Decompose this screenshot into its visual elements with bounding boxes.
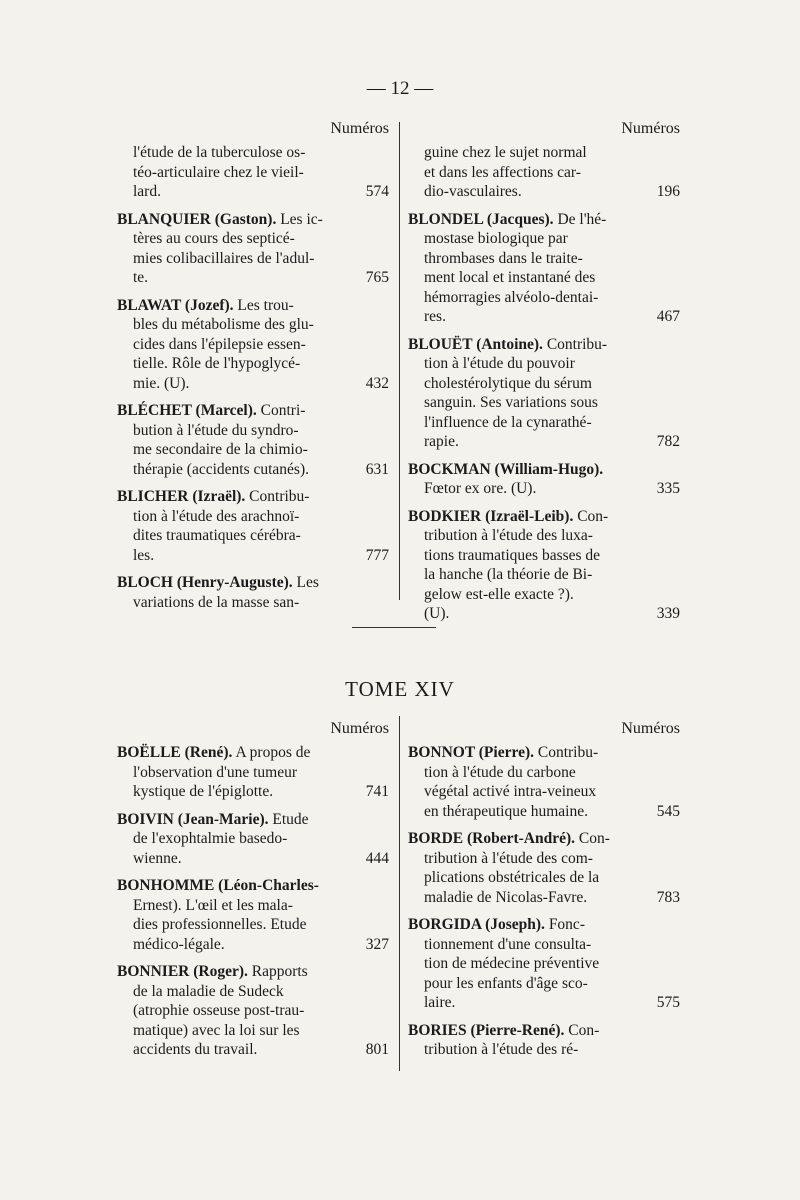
entry-text-line: thrombases dans le traite- [424, 249, 583, 267]
entry-text-line: dies professionnelles. Etude [133, 916, 307, 933]
entry-text-line: Con- [578, 830, 610, 847]
author-name: BONHOMME (Léon-Charles- [117, 877, 319, 894]
top-column-divider [399, 122, 400, 600]
entry-text-line: en thérapeutique humaine. [424, 802, 588, 820]
entry-text-line: res. [424, 308, 446, 325]
entry-text-line: Ernest). L'œil et les mala- [133, 896, 293, 914]
thesis-number: 327 [365, 935, 389, 953]
thesis-number: 777 [365, 546, 389, 564]
entry-text-line: tielle. Rôle de l'hypoglycé- [133, 355, 301, 372]
thesis-number: 765 [365, 269, 389, 286]
tome-heading: TOME XIV [345, 677, 455, 701]
entry-text-line: De l'hé- [557, 210, 607, 228]
thesis-number: 783 [656, 888, 680, 906]
entry-text-line: bution à l'étude du syndro- [133, 421, 299, 439]
entry-text-line: téo-articulaire chez le vieil- [133, 163, 304, 181]
thesis-number: 545 [656, 802, 680, 820]
thesis-number: 574 [365, 183, 389, 200]
entry-text-line: tribution à l'étude des luxa- [424, 527, 593, 544]
entry-text-line: mie. (U). [133, 374, 190, 392]
entry-text-line: l'observation d'une tumeur [133, 763, 297, 781]
entry-text-line: tères au cours des septicé- [133, 230, 295, 247]
entry-text-line: la hanche (la théorie de Bi- [424, 566, 593, 583]
author-name: BLANQUIER (Gaston). [117, 210, 277, 228]
author-name: BLAWAT (Jozef). [117, 296, 234, 314]
bibliography-entry [408, 915, 680, 1013]
entry-text-line: Con- [568, 1021, 600, 1039]
bibliography-entry [408, 743, 680, 821]
entry-text-line: te. [133, 269, 149, 286]
author-name: BOËLLE (René). [117, 744, 233, 761]
entry-text-line: matique) avec la loi sur les [133, 1021, 300, 1039]
bibliography-entry [117, 962, 389, 1060]
bibliography-entry [408, 210, 680, 327]
entry-text-line: variations de la masse san- [133, 593, 300, 611]
top-left-column [117, 120, 389, 620]
thesis-number: 335 [656, 480, 680, 497]
author-name: BLOUËT (Antoine). [408, 335, 543, 353]
entry-text-line: Contribu- [249, 488, 310, 505]
entry-text-line: thérapie (accidents cutanés). [133, 460, 310, 478]
entry-text-line: de l'exophtalmie basedo- [133, 830, 288, 847]
thesis-number: 801 [365, 1041, 389, 1058]
thesis-number: 467 [656, 308, 680, 325]
thesis-number: 444 [365, 849, 389, 867]
entry-text-line: cholestérolytique du sérum [424, 374, 592, 392]
bottom-column-divider [399, 716, 400, 1071]
author-name: BONNOT (Pierre). [408, 744, 534, 761]
bibliography-entry [117, 573, 389, 612]
author-name: BLOCH (Henry-Auguste). [117, 574, 293, 591]
thesis-number: 432 [365, 374, 389, 392]
thesis-number: 196 [656, 183, 680, 200]
entry-text-line: de la maladie de Sudeck [133, 982, 284, 1000]
entry-text-line: tribution à l'étude des ré- [424, 1041, 579, 1058]
entry-text-line: pour les enfants d'âge sco- [424, 974, 588, 992]
bibliography-entry [117, 401, 389, 479]
entry-continuation [117, 143, 389, 202]
author-name: BOCKMAN (William-Hugo). [408, 460, 604, 478]
author-name: BLICHER (Izraël). [117, 488, 246, 505]
entry-text-line: et dans les affections car- [424, 163, 581, 181]
author-name: BORDE (Robert-André). [408, 830, 576, 847]
entry-text-line: accidents du travail. [133, 1041, 258, 1058]
entry-continuation [408, 143, 680, 202]
bibliography-entry [408, 460, 680, 499]
entry-text-line: guine chez le sujet normal [424, 144, 587, 161]
author-name: BLONDEL (Jacques). [408, 210, 554, 228]
entry-text-line: cides dans l'épilepsie essen- [133, 335, 306, 353]
bibliography-entry [408, 335, 680, 452]
entry-text-line: Contri- [260, 402, 306, 419]
top-right-column [408, 120, 680, 632]
bibliography-entry [117, 876, 389, 954]
author-name: BODKIER (Izraël-Leib). [408, 507, 574, 525]
entry-text-line: wienne. [133, 849, 182, 867]
entry-text-line: A propos de [235, 744, 311, 761]
entry-text-line: plications obstétricales de la [424, 869, 600, 886]
bibliography-entry [117, 296, 389, 394]
entry-text-line: tribution à l'étude des com- [424, 849, 593, 867]
entry-text-line: Les ic- [280, 210, 323, 228]
entry-text-line: mostase biologique par [424, 230, 568, 247]
entry-text-line: maladie de Nicolas-Favre. [424, 888, 588, 906]
bottom-right-column [408, 720, 680, 1068]
entry-text-line: tion de médecine préventive [424, 955, 600, 972]
entry-text-line: Fonc- [548, 916, 585, 933]
entry-text-line: tionnement d'une consulta- [424, 935, 592, 953]
bibliography-entry [117, 487, 389, 565]
entry-text-line: tion à l'étude des arachnoï- [133, 507, 300, 525]
entry-text-line: Con- [577, 507, 609, 525]
entry-text-line: Les [296, 574, 319, 591]
column-header-numeros: Numéros [330, 120, 389, 137]
entry-text-line: l'étude de la tuberculose os- [133, 144, 306, 161]
author-name: BOIVIN (Jean-Marie). [117, 810, 269, 828]
entry-text-line: tion à l'étude du pouvoir [424, 355, 575, 372]
entry-text-line: dio-vasculaires. [424, 183, 522, 200]
entry-text-line: laire. [424, 994, 456, 1011]
bibliography-entry [117, 210, 389, 288]
entry-text-line: (U). [424, 605, 450, 622]
column-header-numeros: Numéros [330, 720, 389, 737]
bibliography-entry [408, 829, 680, 907]
bibliography-entry [117, 743, 389, 802]
entry-text-line: l'influence de la cynarathé- [424, 413, 592, 431]
entry-text-line: Contribu- [546, 335, 608, 353]
entry-text-line: bles du métabolisme des glu- [133, 316, 314, 333]
column-header-numeros: Numéros [621, 720, 680, 737]
entry-text-line: lard. [133, 183, 161, 200]
entry-text-line: rapie. [424, 433, 459, 450]
bottom-left-column [117, 720, 389, 1068]
column-header-numeros: Numéros [621, 120, 680, 137]
bibliography-entry [408, 1021, 680, 1060]
thesis-number: 631 [365, 460, 389, 478]
entry-text-line: végétal activé intra-veineux [424, 783, 597, 800]
bibliography-entry [408, 507, 680, 624]
entry-text-line: Rapports [251, 963, 308, 980]
entry-text-line: gelow est-elle exacte ?). [424, 585, 574, 603]
author-name: BORIES (Pierre-René). [408, 1021, 565, 1039]
entry-text-line: Etude [272, 810, 309, 828]
entry-text-line: hémorragies alvéolo-dentai- [424, 288, 599, 306]
bibliography-entry [117, 810, 389, 869]
entry-text-line: dites traumatiques cérébra- [133, 527, 301, 544]
entry-text-line: Fœtor ex ore. (U). [424, 480, 537, 497]
author-name: BONNIER (Roger). [117, 963, 248, 980]
entry-text-line: tions traumatiques basses de [424, 546, 601, 564]
entry-text-line: (atrophie osseuse post-trau- [133, 1002, 305, 1019]
thesis-number: 782 [656, 433, 680, 450]
entry-text-line: Contribu- [537, 744, 599, 761]
entry-text-line: les. [133, 546, 155, 564]
entry-text-line: Les trou- [237, 296, 294, 314]
entry-text-line: médico-légale. [133, 935, 225, 953]
thesis-number: 741 [365, 783, 389, 800]
entry-text-line: tion à l'étude du carbone [424, 763, 576, 781]
entry-text-line: ment local et instantané des [424, 269, 596, 286]
entry-text-line: kystique de l'épiglotte. [133, 783, 274, 800]
author-name: BLÉCHET (Marcel). [117, 402, 257, 419]
thesis-number: 575 [656, 994, 680, 1011]
thesis-number: 339 [656, 605, 680, 622]
page-number: — 12 — [366, 78, 434, 99]
entry-text-line: mies colibacillaires de l'adul- [133, 249, 315, 267]
entry-text-line: me secondaire de la chimio- [133, 441, 308, 458]
author-name: BORGIDA (Joseph). [408, 916, 545, 933]
entry-text-line: sanguin. Ses variations sous [424, 394, 598, 411]
